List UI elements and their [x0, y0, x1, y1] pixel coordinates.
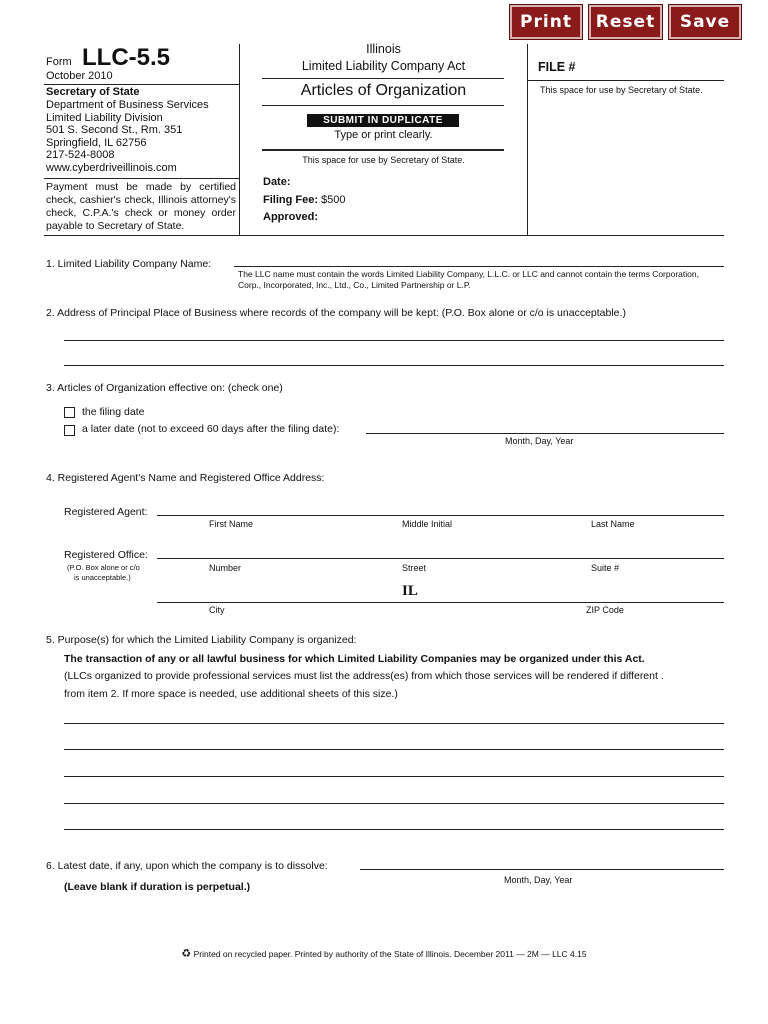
divider [44, 178, 239, 179]
city-caption: City [209, 605, 225, 615]
payment-note: Payment must be made by certified check, cashier's check, Illinois attorney's check, C.P.A.'s check or money order payable to Secretary of State. [46, 181, 236, 232]
q3-caption: Month, Day, Year [505, 436, 574, 446]
city-zip-field[interactable] [157, 602, 724, 603]
number-caption: Number [209, 563, 242, 573]
registered-agent-field[interactable] [157, 515, 724, 516]
sos-space-note: This space for use by Secretary of State. [302, 155, 465, 165]
q5-label: 5. Purpose(s) for which the Limited Liability Company is organized: [46, 634, 357, 646]
purpose-line-3[interactable] [64, 776, 724, 777]
q6-note: (Leave blank if duration is perpetual.) [64, 881, 251, 893]
first-name-caption: First Name [209, 519, 254, 529]
state-il: IL [402, 583, 418, 599]
form-date: October 2010 [46, 70, 113, 82]
q3-label: 3. Articles of Organization effective on: (check one) [46, 382, 283, 394]
po-box-note: (P.O. Box alone or c/o is unacceptable.) [67, 563, 140, 582]
principal-address-line-1[interactable] [64, 340, 724, 341]
llc-name-field[interactable] [234, 266, 724, 267]
divider [262, 105, 504, 106]
submit-duplicate-badge: SUBMIT IN DUPLICATE [307, 114, 459, 127]
q5-note-2: from item 2. If more space is needed, use additional sheets of this size.) [64, 688, 398, 700]
sos-address: Department of Business Services Limited Liability Division 501 S. Second St., Rm. 351 Springfield, IL 62756 217-524-8008 www.cyberdriveillinois.com [46, 99, 209, 174]
purpose-line-2[interactable] [64, 749, 724, 750]
divider [262, 149, 504, 151]
principal-address-line-2[interactable] [64, 365, 724, 366]
filing-fee: Filing Fee: $500 [263, 194, 346, 206]
date-label: Date: [263, 176, 291, 188]
later-date-checkbox[interactable] [64, 425, 75, 436]
divider [262, 78, 504, 79]
recycle-icon: ♻ [181, 948, 192, 960]
q1-note: The LLC name must contain the words Limited Liability Company, L.L.C. or LLC and cannot contain the terms Corporation, Corp., Incorporated, Inc., Ltd., Co., Limited Partnership or L.P. [238, 269, 699, 290]
q3-option-filing-date: the filing date [82, 406, 145, 418]
dissolution-date-field[interactable] [360, 869, 724, 870]
divider [44, 235, 724, 236]
divider [527, 44, 528, 235]
act-name: Limited Liability Company Act [301, 59, 466, 73]
divider [527, 80, 724, 81]
divider [44, 84, 239, 85]
save-button[interactable]: Save [669, 5, 741, 39]
footer [0, 947, 768, 960]
purpose-line-4[interactable] [64, 803, 724, 804]
purpose-line-5[interactable] [64, 829, 724, 830]
q1-label: 1. Limited Liability Company Name: [46, 258, 212, 270]
print-button[interactable]: Print [510, 5, 582, 39]
last-name-caption: Last Name [591, 519, 635, 529]
approved-label: Approved: [263, 211, 318, 223]
file-number-label: FILE # [538, 60, 576, 74]
q5-purpose-statement: The transaction of any or all lawful business for which Limited Liability Companies may be organized under this Act. [64, 653, 645, 665]
zip-caption: ZIP Code [586, 605, 624, 615]
q6-caption: Month, Day, Year [504, 875, 573, 885]
office-label: Registered Office: [64, 549, 148, 561]
form-number: LLC-5.5 [82, 44, 171, 71]
q4-label: 4. Registered Agent's Name and Registered Office Address: [46, 472, 325, 484]
registered-office-field[interactable] [157, 558, 724, 559]
q5-note-1: (LLCs organized to provide professional services must list the address(es) from which those services will be rendered if different . [64, 670, 664, 682]
file-space-note: This space for use by Secretary of State. [540, 85, 703, 95]
later-date-field[interactable] [366, 433, 724, 434]
reset-button[interactable]: Reset [589, 5, 662, 39]
footer-text: Printed on recycled paper. Printed by authority of the State of Illinois. December 2011 — 2M — LLC 4.15 [193, 949, 587, 959]
middle-initial-caption: Middle Initial [402, 519, 453, 529]
q6-label: 6. Latest date, if any, upon which the company is to dissolve: [46, 860, 328, 872]
doc-title: Articles of Organization [300, 82, 467, 99]
street-caption: Street [402, 563, 427, 573]
suite-caption: Suite # [591, 563, 620, 573]
state-name: Illinois [366, 42, 401, 56]
form-word: Form [46, 56, 72, 68]
filing-date-checkbox[interactable] [64, 407, 75, 418]
type-note: Type or print clearly. [334, 129, 433, 141]
sos-title: Secretary of State [46, 86, 140, 98]
purpose-line-1[interactable] [64, 723, 724, 724]
agent-label: Registered Agent: [64, 506, 148, 518]
q3-option-later-date: a later date (not to exceed 60 days after the filing date): [82, 423, 340, 435]
q2-label: 2. Address of Principal Place of Business where records of the company will be kept: (P.O. Box alone or c/o is unacceptable.) [46, 307, 626, 319]
